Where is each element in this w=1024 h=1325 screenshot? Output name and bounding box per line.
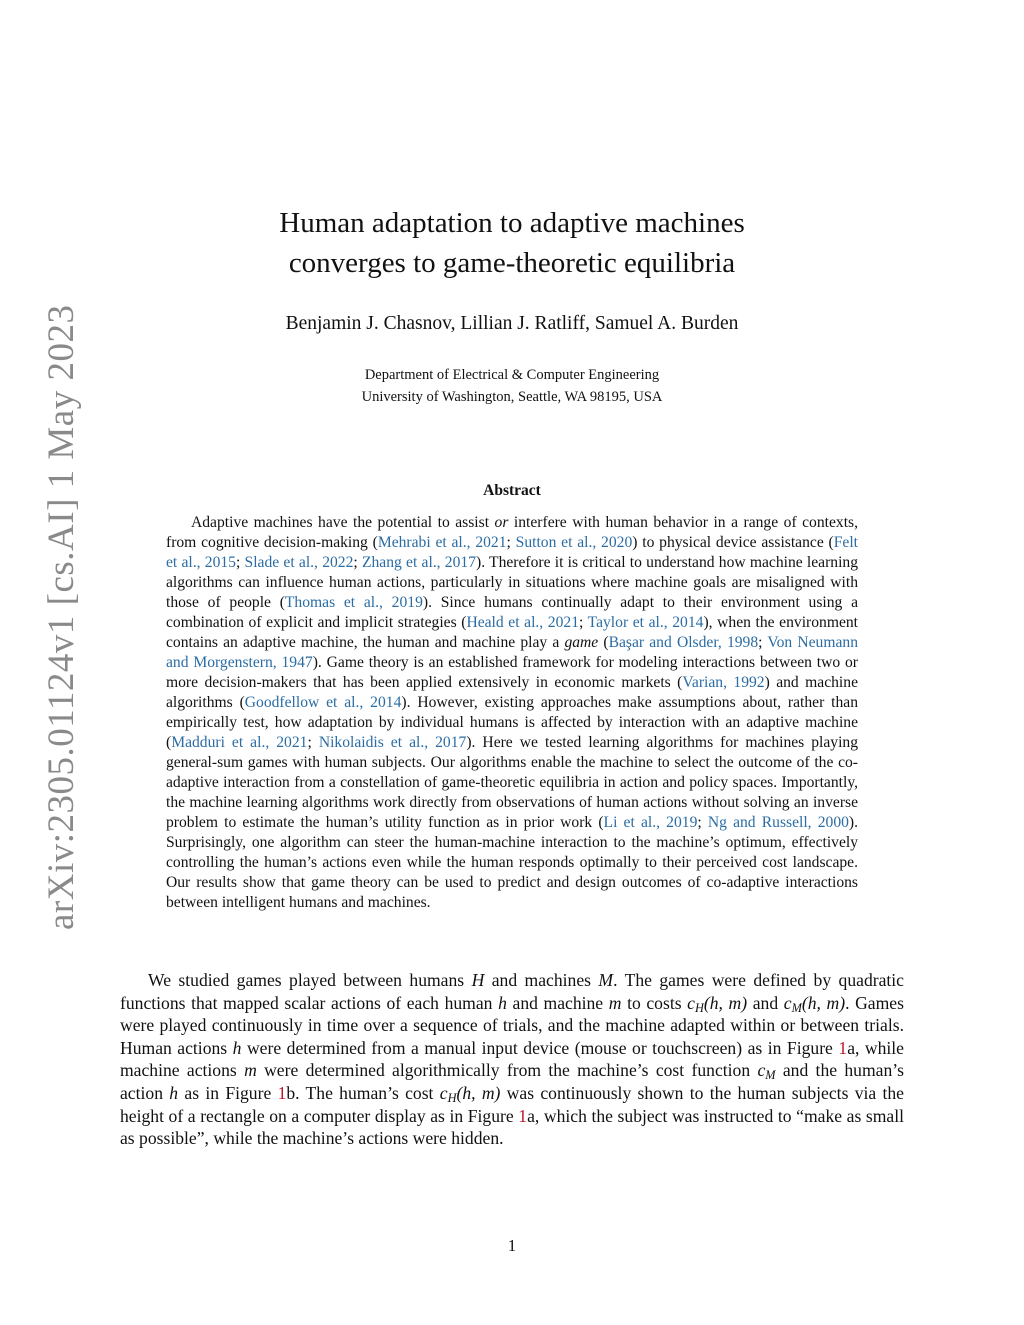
citation-link[interactable]: Felt et al., 2015 bbox=[166, 534, 858, 571]
arxiv-identifier: arXiv:2305.01124v1 [cs.AI] 1 May 2023 bbox=[41, 304, 82, 930]
figure-reference[interactable]: 1 bbox=[838, 1037, 848, 1058]
citation-link[interactable]: Zhang et al., 2017 bbox=[361, 554, 476, 571]
citation-link[interactable]: Thomas et al., 2019 bbox=[284, 594, 423, 611]
page-number: 1 bbox=[507, 1236, 517, 1255]
citation-link[interactable]: Taylor et al., 2014 bbox=[587, 614, 704, 631]
figure-reference[interactable]: 1 bbox=[518, 1105, 528, 1126]
affiliation bbox=[180, 364, 844, 408]
abstract-text: Adaptive machines have the potential to assist or interfere with human behavior in a range of contexts, from cognitive decision-making (Mehrabi et al., 2021; Sutton et al., 2020) to physical device assistance (Felt et al., 2015; Slade et al., 2022; Zhang et al., 2017). Therefore it is critical to understand how machine learning algorithms can influence human actions, particularly in situations where machine goals are misaligned with those of people (Thomas et al., 2019). Since humans continually adapt to their environment using a combination of explicit and implicit strategies (Heald et al., 2021; Taylor et al., 2014), when the environment contains an adaptive machine, the human and machine play a game (Başar and Olsder, 1998; Von Neumann and Morgenstern, 1947). Game theory is an established framework for modeling interactions between two or more decision-makers that has been applied extensively in economic markets (Varian, 1992) and machine algorithms (Goodfellow et al., 2014). However, existing approaches make assumptions about, rather than empirically test, how adaptation by individual humans is affected by interaction with an adaptive machine (Madduri et al., 2021; Nikolaidis et al., 2017). Here we tested learning algorithms for machines playing general-sum games with human subjects. Our algorithms enable the machine to select the outcome of the co-adaptive interaction from a constellation of game-theoretic equilibria in action and policy spaces. Importantly, the machine learning algorithms work directly from observations of human actions without solving an inverse problem to estimate the human’s utility function as in prior work (Li et al., 2019; Ng and Russell, 2000). Surprisingly, one algorithm can steer the human-machine interaction to the machine’s optimum, effectively controlling the human’s actions even while the human responds optimally to their perceived cost landscape. Our results show that game theory can be used to predict and design outcomes of co-adaptive interactions between intelligent humans and machines. bbox=[166, 514, 859, 911]
citation-link[interactable]: Li et al., 2019 bbox=[603, 814, 698, 831]
abstract-heading: Abstract bbox=[483, 482, 541, 499]
citation-link[interactable]: Goodfellow et al., 2014 bbox=[244, 694, 402, 711]
title-line-1: Human adaptation to adaptive machines bbox=[279, 207, 745, 239]
citation-link[interactable]: Madduri et al., 2021 bbox=[171, 734, 308, 751]
figure-reference[interactable]: 1 bbox=[277, 1082, 287, 1103]
affiliation-university: University of Washington, Seattle, WA 98195, USA bbox=[361, 389, 663, 405]
citation-link[interactable]: Von Neumann and Morgenstern, 1947 bbox=[166, 634, 858, 671]
citation-link[interactable]: Ng and Russell, 2000 bbox=[707, 814, 849, 831]
affiliation-department: Department of Electrical & Computer Engineering bbox=[364, 367, 660, 383]
citation-link[interactable]: Heald et al., 2021 bbox=[466, 614, 579, 631]
citation-link[interactable]: Slade et al., 2022 bbox=[244, 554, 354, 571]
citation-link[interactable]: Varian, 1992 bbox=[682, 674, 765, 691]
citation-link[interactable]: Mehrabi et al., 2021 bbox=[377, 534, 507, 551]
paper-title bbox=[180, 203, 844, 283]
title-line-2: converges to game-theoretic equilibria bbox=[288, 247, 736, 279]
citation-link[interactable]: Başar and Olsder, 1998 bbox=[608, 634, 759, 651]
body-paragraph: We studied games played between humans H and machines M. The games were defined by quadratic functions that mapped scalar actions of each human h and machine m to costs $c_H(h$, m) and $c_M(h$, m). Games were played continuously in time over a sequence of trials, and the machine adapted within or between trials. Human actions h were determined from a manual input device (mouse or touchscreen) as in Figure 1a, while machine actions m were determined algorithmically from the machine’s cost function $c_M$ and the human’s action h as in Figure 1b. The human’s cost $c_H(h$, m) was continuously shown to the human subjects via the height of a rectangle on a computer display as in Figure 1a, which the subject was instructed to “make as small as possible”, while the machine’s actions were hidden. bbox=[120, 970, 904, 1149]
citation-link[interactable]: Nikolaidis et al., 2017 bbox=[318, 734, 467, 751]
citation-link[interactable]: Sutton et al., 2020 bbox=[515, 534, 633, 551]
author-list: Benjamin J. Chasnov, Lillian J. Ratliff, Samuel A. Burden bbox=[285, 313, 739, 334]
